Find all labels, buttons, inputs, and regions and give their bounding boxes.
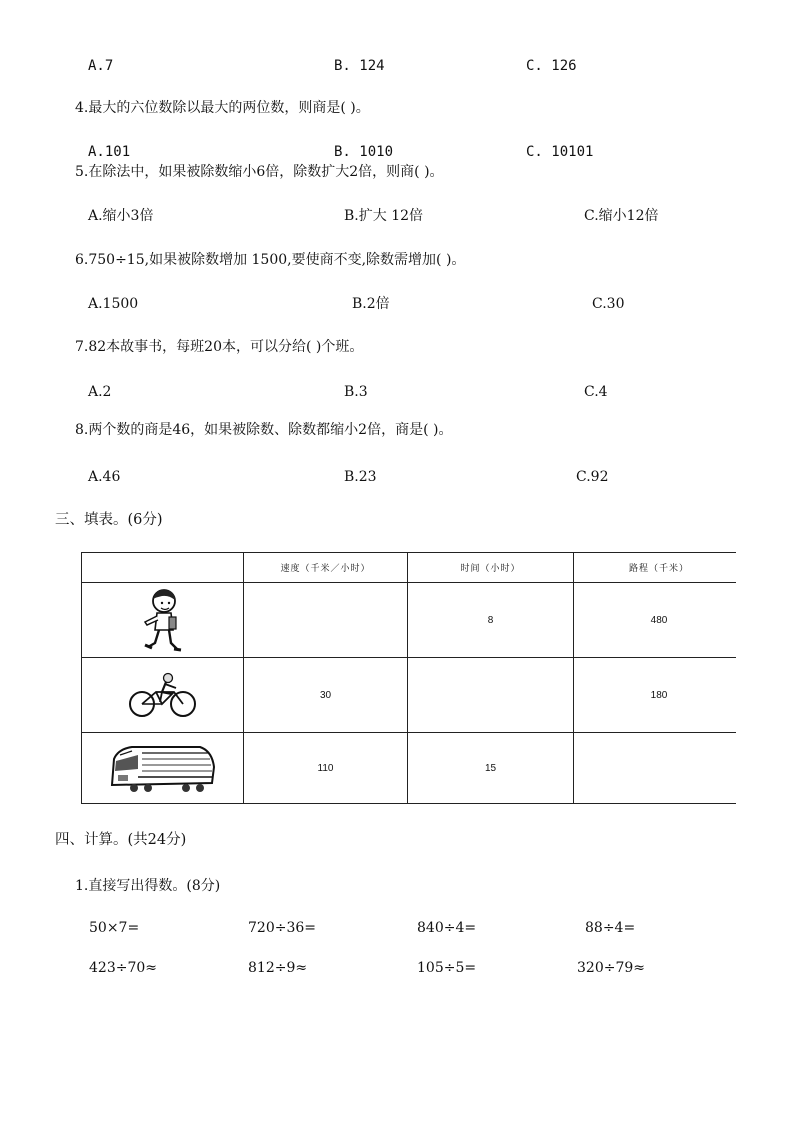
q8-option-c: C.92 [576,469,609,485]
q8-option-b: B.23 [344,469,377,485]
walking-boy-icon [82,583,244,658]
calc-item: 50×7= [89,920,140,936]
table-row [82,658,745,733]
row3-time: 15 [408,733,574,804]
calc-item: 88÷4= [585,920,636,936]
question-8: 8.两个数的商是46，如果被除数、除数都缩小2倍，商是( )。 [75,422,453,438]
subsection-1-title: 1.直接写出得数。(8分) [75,878,221,894]
q3-option-c: C. 126 [526,58,577,74]
section-4-title: 四、计算。(共24分) [55,832,187,848]
row1-time: 8 [408,583,574,658]
q6-option-a: A.1500 [88,296,139,312]
q7-option-b: B.3 [344,384,368,400]
calc-item: 840÷4= [417,920,477,936]
q4-option-b: B. 1010 [334,144,394,160]
calc-item: 320÷79≈ [577,960,645,976]
table-row [82,733,745,804]
q3-option-a: A.7 [88,58,114,74]
question-4: 4.最大的六位数除以最大的两位数，则商是( )。 [75,100,370,116]
train-icon [82,733,244,804]
header-empty [82,553,244,583]
q6-option-c: C.30 [592,296,625,312]
calc-item: 812÷9≈ [248,960,308,976]
table-row [82,583,745,658]
row1-distance: 480 [574,583,745,658]
q7-option-a: A.2 [88,384,112,400]
q5-option-c: C.缩小12倍 [584,208,659,224]
table-right-edge [736,545,793,815]
q6-option-b: B.2倍 [352,296,390,312]
table-header-row [82,553,745,583]
section-3-title: 三、填表。(6分) [55,512,163,528]
header-speed: 速度（千米／小时） [244,553,408,583]
q5-option-a: A.缩小3倍 [88,208,154,224]
q4-option-c: C. 10101 [526,144,594,160]
row1-speed [244,583,408,658]
q4-option-a: A.101 [88,144,131,160]
calc-item: 105÷5= [417,960,477,976]
fill-table [81,552,745,804]
header-distance: 路程（千米） [574,553,745,583]
q3-option-b: B. 124 [334,58,385,74]
question-6: 6.750÷15,如果被除数增加 1500,要使商不变,除数需增加( )。 [75,252,466,268]
header-time: 时间（小时） [408,553,574,583]
question-7: 7.82本故事书，每班20本，可以分给( )个班。 [75,339,364,355]
q8-option-a: A.46 [88,469,121,485]
q5-option-b: B.扩大 12倍 [344,208,424,224]
question-5: 5.在除法中，如果被除数缩小6倍，除数扩大2倍，则商( )。 [75,164,444,180]
cyclist-icon [82,658,244,733]
calc-item: 720÷36= [248,920,316,936]
calc-item: 423÷70≈ [89,960,157,976]
row3-distance [574,733,745,804]
row2-distance: 180 [574,658,745,733]
row3-speed: 110 [244,733,408,804]
row2-time [408,658,574,733]
row2-speed: 30 [244,658,408,733]
q7-option-c: C.4 [584,384,608,400]
